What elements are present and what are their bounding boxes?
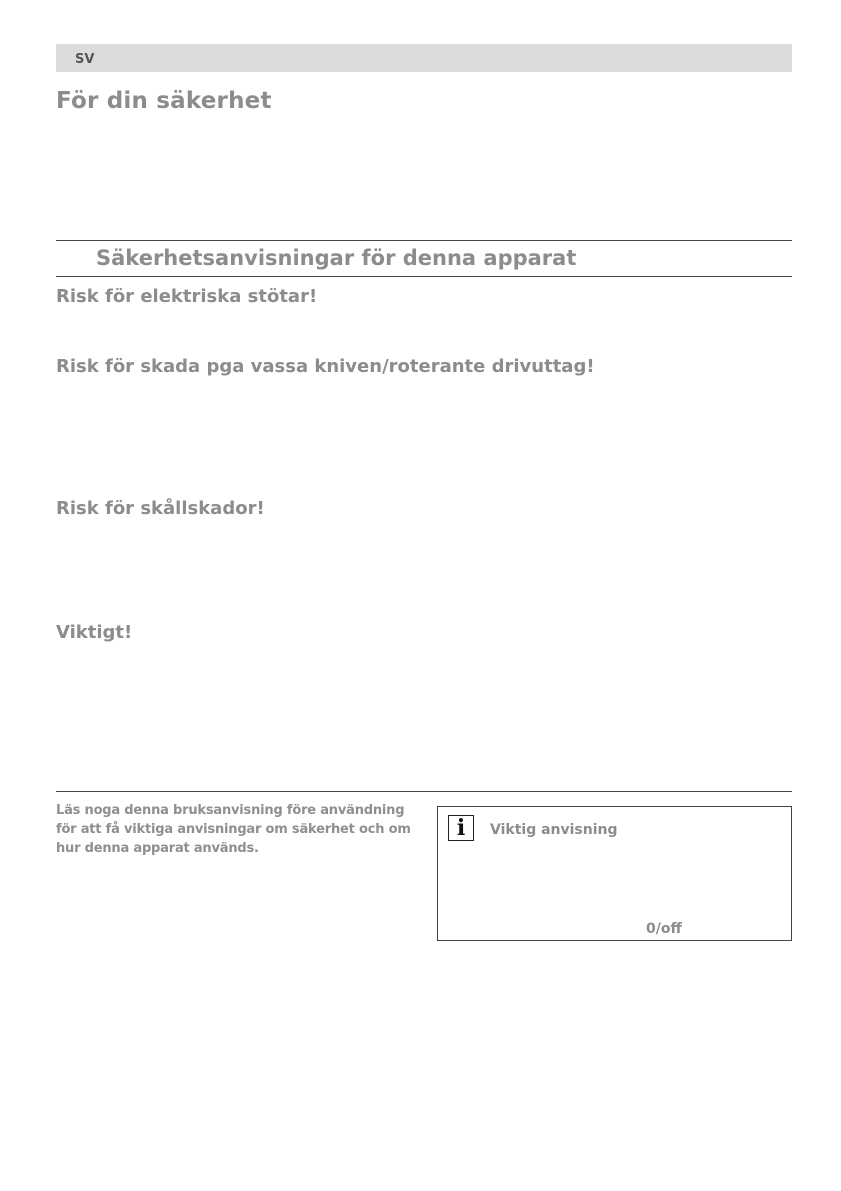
warning-important: Viktigt! [56, 622, 133, 643]
info-box-title: Viktig anvisning [490, 822, 618, 838]
section-rule-top [56, 240, 792, 241]
page-title: För din säkerhet [56, 88, 272, 114]
intro-text: Läs noga denna bruksanvisning före användning för att få viktiga anvisningar om säkerhet och om hur denna apparat används. [56, 803, 411, 856]
language-bar [56, 44, 792, 72]
warning-electric-shock: Risk för elektriska stötar! [56, 286, 318, 307]
language-code: SV [75, 52, 95, 67]
warning-sharp-knife: Risk för skada pga vassa kniven/roterante drivuttag! [56, 356, 595, 377]
section-rule-bottom [56, 276, 792, 277]
info-box [437, 806, 792, 941]
switch-position-label: 0/off [646, 921, 682, 937]
warning-scalding: Risk för skållskador! [56, 498, 265, 519]
section-heading: Säkerhetsanvisningar för denna apparat [96, 246, 577, 270]
bottom-rule [56, 791, 792, 792]
info-icon: i [448, 815, 474, 841]
